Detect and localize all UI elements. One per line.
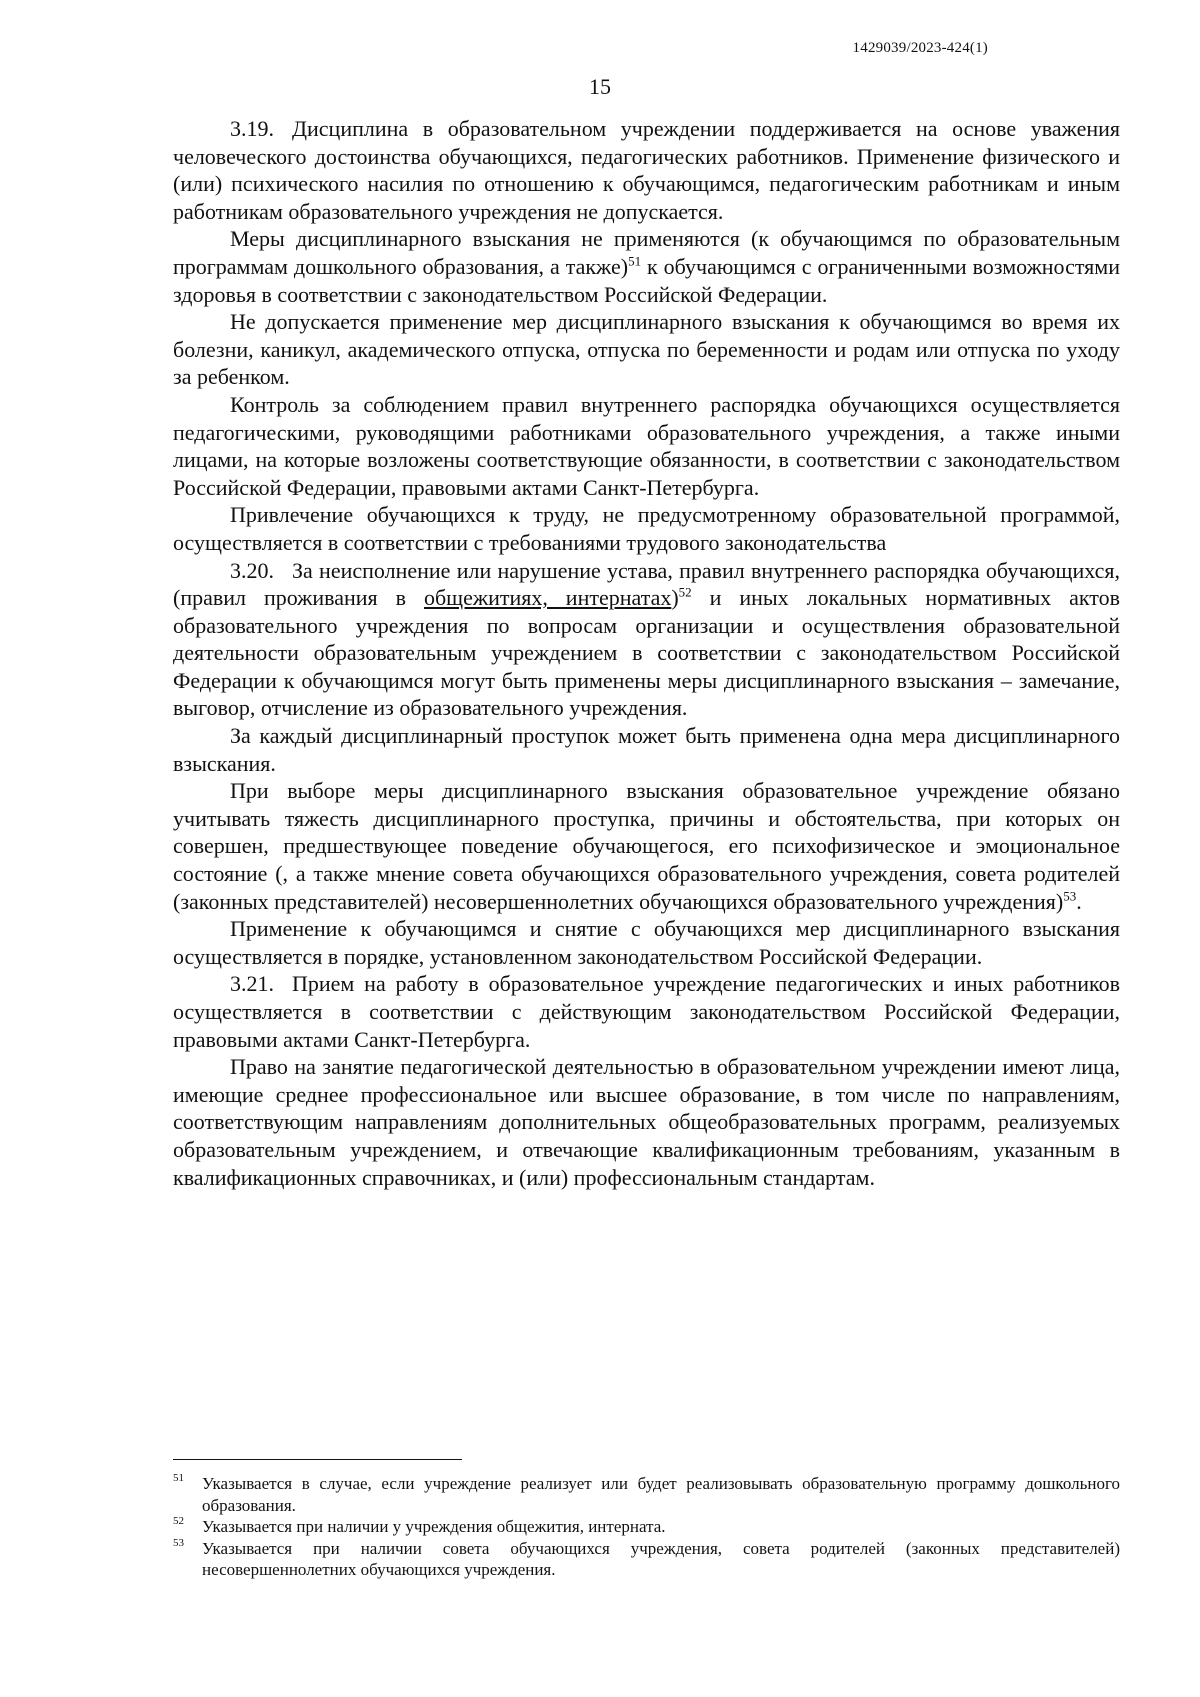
page-number: 15	[589, 74, 611, 99]
paragraph-text: При выборе меры дисциплинарного взыскания образовательное учреждение обязано учитывать тяжесть дисциплинарного проступка, причины и обстоятельства, при которых он совершен, предшествующее поведение обучающегося, его психофизическое и эмоциональное состояние (, а также мнение совета обучающихся образовательного учреждения, совета родителей (законных представителей) несовершеннолетних обучающихся образовательного учреждения)	[173, 778, 1120, 914]
footnote-text: Указывается при наличии у учреждения общежития, интерната.	[202, 1517, 666, 1536]
document-number: 1429039/2023-424(1)	[852, 40, 988, 56]
document-body	[173, 115, 1120, 1191]
paragraph-labor: Привлечение обучающихся к труду, не предусмотренному образовательной программой, осуществляется в соответствии с требованиями трудового законодательства	[173, 502, 1120, 555]
paragraph-disciplinary-exceptions	[173, 225, 1120, 308]
paragraph-text: к обучающимся с ограниченными возможностями здоровья в соответствии с законодательством Российской Федерации.	[173, 253, 1120, 307]
footnote-ref-51[interactable]: 51	[628, 253, 642, 269]
paragraph-rules-control: Контроль за соблюдением правил внутреннего распорядка обучающихся осуществляется педагогическими, руководящими работниками образовательного учреждения, а также иными лицами, на которые возложены соответствующие обязанности, в соответствии с законодательством Российской Федерации, правовыми актами Санкт-Петербурга.	[173, 391, 1120, 500]
paragraph-3-20	[173, 557, 1120, 723]
clause-number: 3.19.	[230, 116, 274, 141]
footnote-ref-52[interactable]: 52	[678, 584, 692, 600]
paragraph-illness-restriction: Не допускается применение мер дисциплинарного взыскания к обучающимся во время их болезни, каникул, академического отпуска, отпуска по беременности и родам или отпуска по уходу за ребенком.	[173, 309, 1120, 390]
clause-number: 3.20.	[230, 557, 274, 583]
footnote-53	[173, 1538, 1120, 1581]
footnote-text: Указывается при наличии совета обучающихся учреждения, совета родителей (законных представителей) несовершеннолетних обучающихся учреждения.	[202, 1538, 1120, 1579]
footnotes	[173, 1473, 1120, 1581]
footnote-separator	[173, 1459, 462, 1460]
footnote-51	[173, 1473, 1120, 1516]
footnote-52	[173, 1516, 1120, 1538]
paragraph-measure-selection	[173, 777, 1120, 915]
footnote-mark: 51	[173, 1472, 184, 1484]
paragraph-text: Меры дисциплинарного взыскания не применяются (к обучающимся по образовательным программам дошкольного образования, а также)	[173, 226, 1120, 279]
footnote-mark: 53	[173, 1536, 184, 1549]
paragraph-text: Прием на работу в образовательное учреждение педагогических и иных работников осуществляется в соответствии с действующим законодательством Российской Федерации, правовыми актами Санкт-Петербурга.	[173, 971, 1120, 1052]
underlined-text: общежитиях, интернатах	[423, 585, 672, 611]
paragraph-3-21	[173, 970, 1120, 1053]
paragraph-one-measure: За каждый дисциплинарный проступок может быть применена одна мера дисциплинарного взыскания.	[173, 723, 1120, 776]
footnote-mark: 52	[173, 1515, 184, 1527]
footnote-ref-53[interactable]: 53	[1063, 888, 1077, 904]
paragraph-teaching-right: Право на занятие педагогической деятельностью в образовательном учреждении имеют лица, имеющие среднее профессиональное или высшее образование, в том числе по направлениям, соответствующим направлениям дополнительных общеобразовательных программ, реализуемых образовательным учреждением, и отвечающие квалификационным требованиям, указанным в квалификационных справочниках, и (или) профессиональным стандартам.	[173, 1054, 1120, 1190]
paragraph-text: За неисполнение или нарушение устава, правил внутреннего распорядка обучающихся, (правил проживания в	[173, 557, 1120, 611]
paragraph-text: )	[671, 585, 679, 611]
paragraph-3-19	[173, 115, 1120, 225]
paragraph-text: .	[1076, 888, 1082, 914]
paragraph-text: и иных локальных нормативных актов образовательного учреждения по вопросам организации и осуществления образовательной деятельности образовательным учреждением в соответствии с законодательством Российской Федерации к обучающимся могут быть применены меры дисциплинарного взыскания – замечание, выговор, отчисление из образовательного учреждения.	[173, 585, 1120, 721]
paragraph-text: Дисциплина в образовательном учреждении поддерживается на основе уважения человеческого достоинства обучающихся, педагогических работников. Применение физического и (или) психического насилия по отношению к обучающимся, педагогическим работникам и иным работникам образовательного учреждения не допускается.	[173, 116, 1120, 224]
footnote-text: Указывается в случае, если учреждение реализует или будет реализовывать образовательную программу дошкольного образования.	[202, 1474, 1120, 1515]
paragraph-application-removal: Применение к обучающимся и снятие с обучающихся мер дисциплинарного взыскания осуществляется в порядке, установленном законодательством Российской Федерации.	[173, 916, 1120, 969]
clause-number: 3.21.	[230, 971, 274, 997]
